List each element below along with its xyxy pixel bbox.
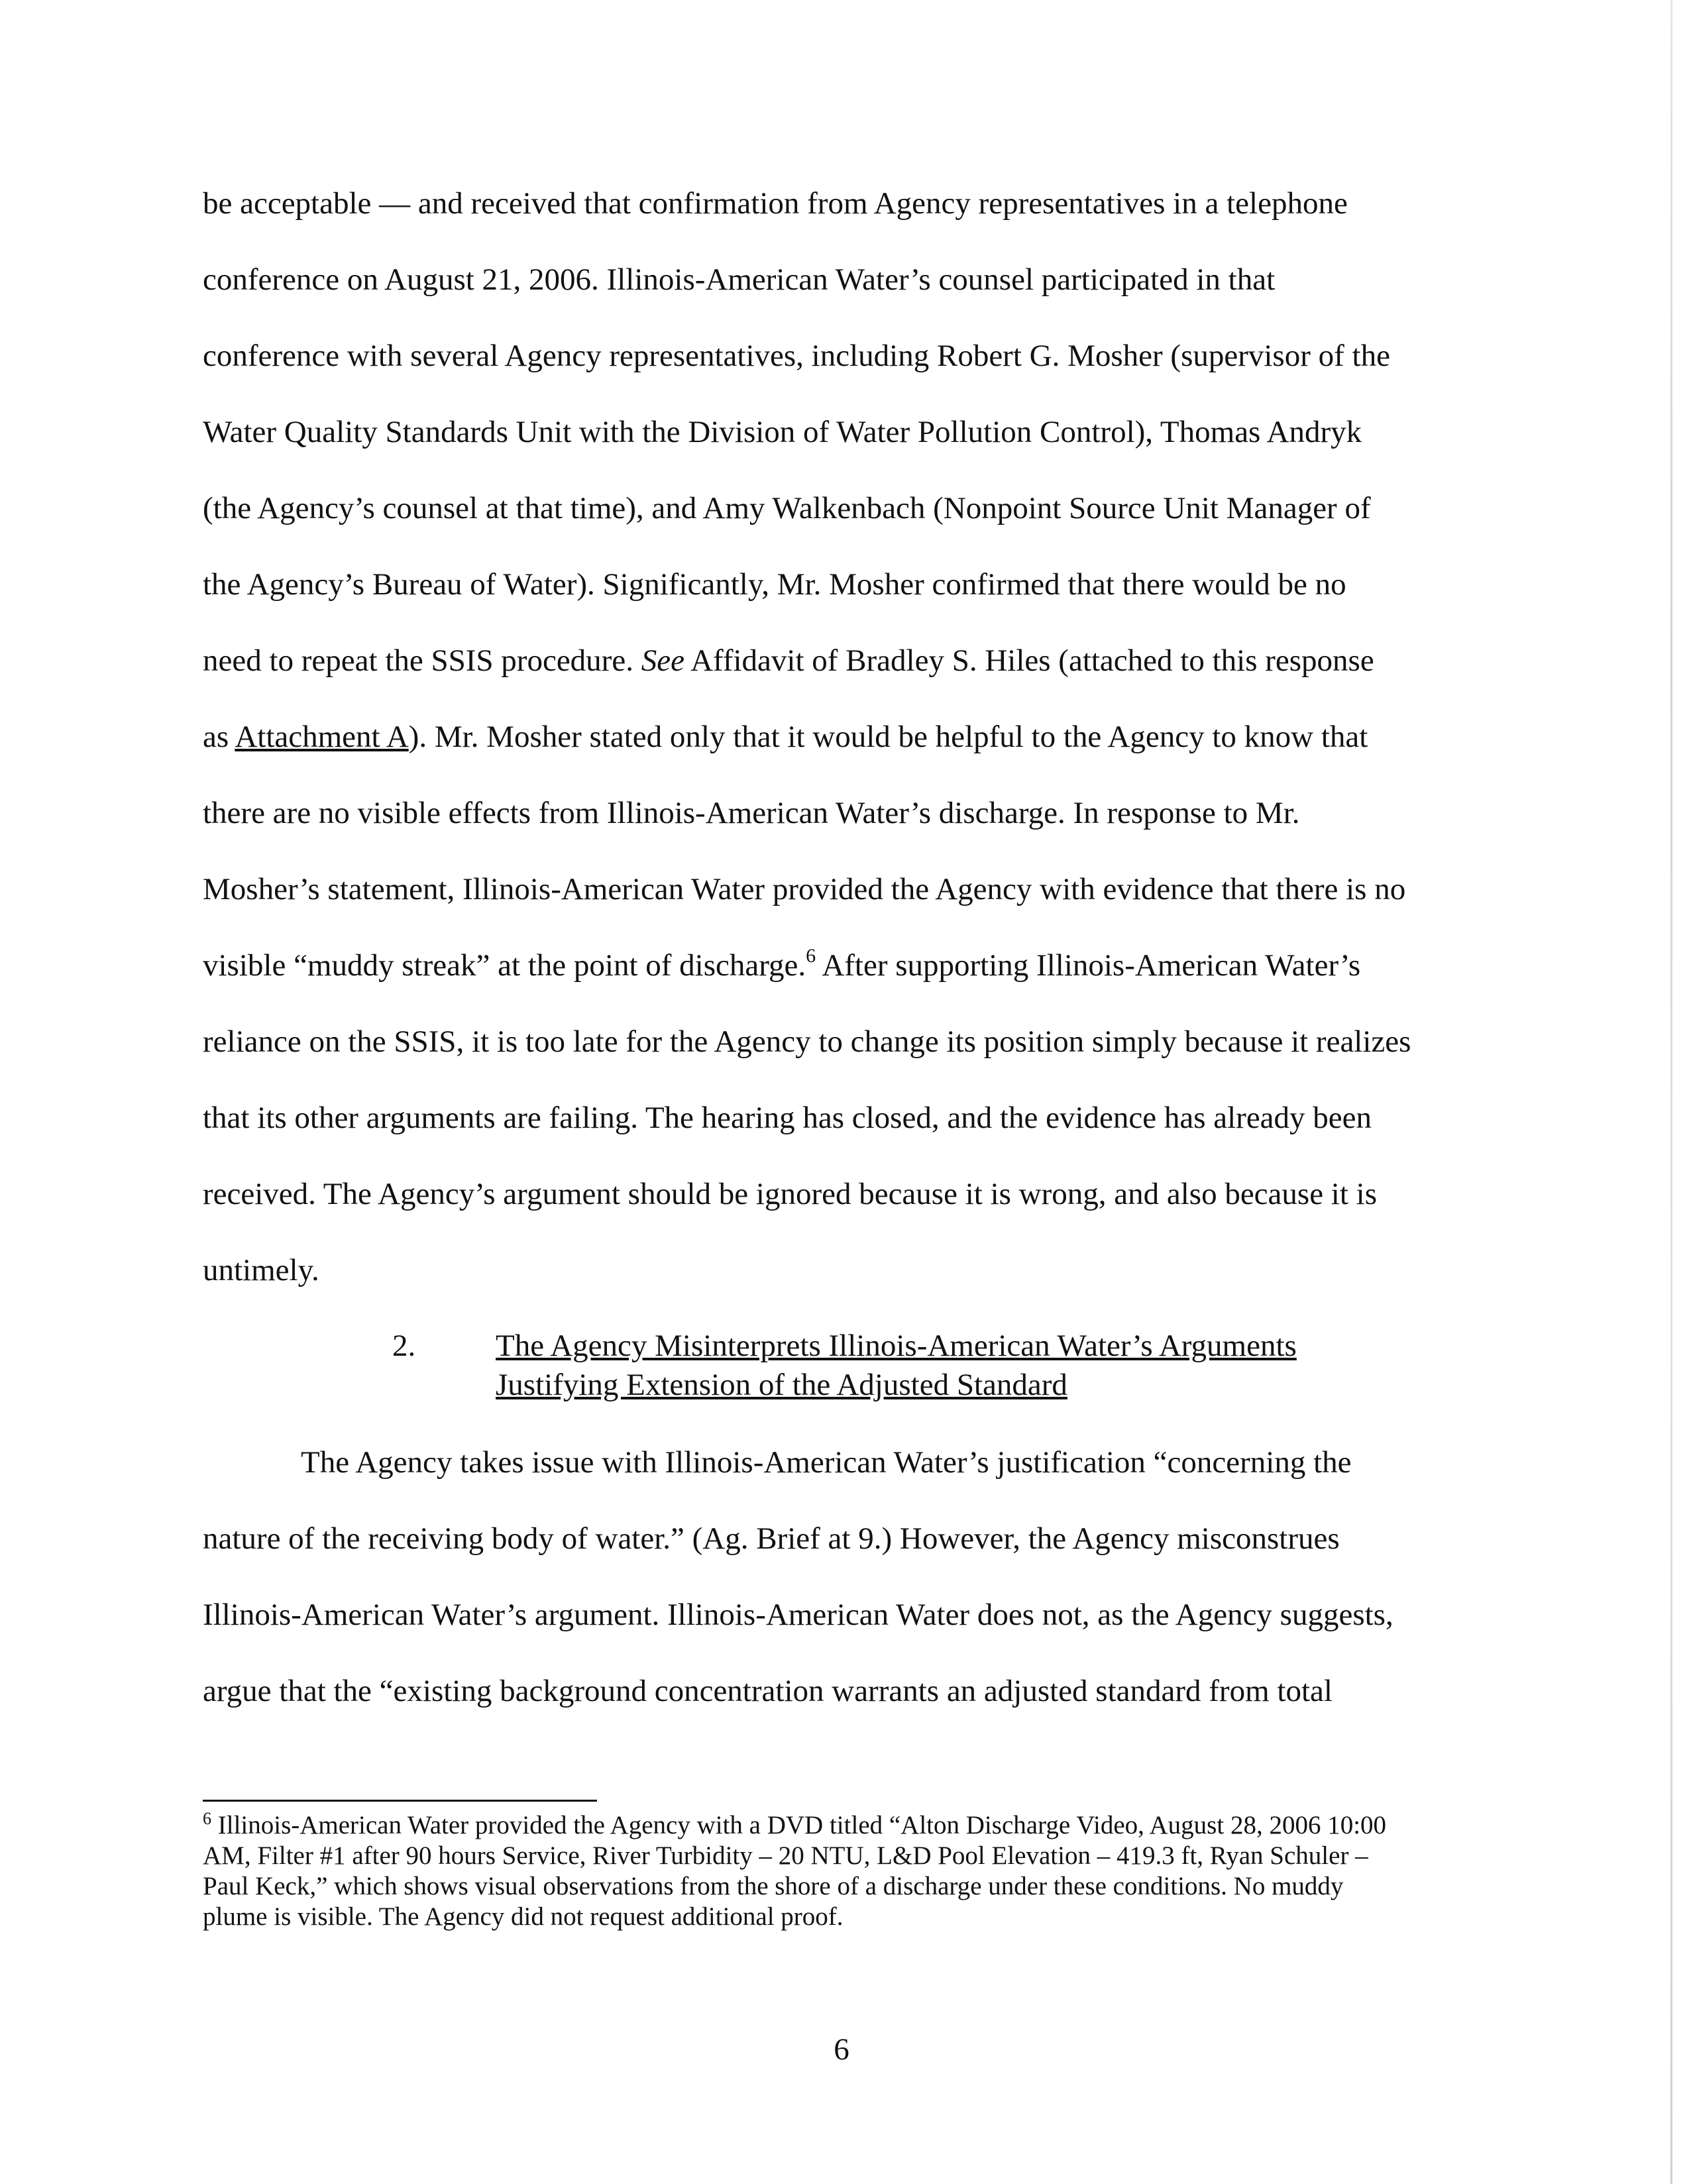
text-line: nature of the receiving body of water.” (Ag. Brief at 9.) However, the Agency misconstrues (203, 1521, 1340, 1556)
text-line: be acceptable — and received that confirmation from Agency representatives in a telephone (203, 186, 1348, 221)
text-line: The Agency takes issue with Illinois-American Water’s justification “concerning the (301, 1445, 1352, 1480)
text-line: reliance on the SSIS, it is too late for the Agency to change its position simply because it realizes (203, 1024, 1411, 1059)
text-run: ). Mr. Mosher stated only that it would be helpful to the Agency to know that (408, 720, 1368, 754)
text-line: Mosher’s statement, Illinois-American Water provided the Agency with evidence that there is no (203, 872, 1406, 906)
text-line: there are no visible effects from Illinois-American Water’s discharge. In response to Mr. (203, 796, 1300, 830)
footnote-mark: 6 (203, 1809, 211, 1828)
text-run: Affidavit of Bradley S. Hiles (attached to this response (684, 643, 1374, 678)
section-title-line: Justifying Extension of the Adjusted Standard (496, 1368, 1067, 1402)
text-line: conference with several Agency representatives, including Robert G. Mosher (supervisor of the (203, 339, 1390, 373)
footnote-reference: 6 (806, 945, 816, 967)
section-number: 2. (392, 1329, 416, 1363)
footnote-6 (203, 1810, 1495, 1932)
text-line: argue that the “existing background concentration warrants an adjusted standard from total (203, 1674, 1333, 1708)
see-signal-italic: See (641, 643, 684, 678)
page-number: 6 (834, 2032, 849, 2067)
text-line (203, 928, 1495, 1004)
scan-edge-shadow (1670, 0, 1672, 2184)
text-line: the Agency’s Bureau of Water). Significantly, Mr. Mosher confirmed that there would be no (203, 567, 1346, 602)
text-run: After supporting Illinois-American Water’s (816, 948, 1361, 983)
text-line (203, 699, 1495, 775)
text-run: as (203, 720, 235, 754)
footnote-line (203, 1810, 1495, 1841)
text-line: untimely. (203, 1253, 319, 1287)
text-line: Water Quality Standards Unit with the Division of Water Pollution Control), Thomas Andryk (203, 415, 1362, 449)
text-line (203, 623, 1495, 699)
attachment-a-reference: Attachment A (235, 720, 409, 754)
footnote-line: Paul Keck,” which shows visual observations from the shore of a discharge under these conditions. No muddy (203, 1872, 1344, 1900)
text-line: Illinois-American Water’s argument. Illinois-American Water does not, as the Agency suggests, (203, 1598, 1393, 1632)
footnote-separator (203, 1800, 597, 1802)
footnote-line: AM, Filter #1 after 90 hours Service, River Turbidity – 20 NTU, L&D Pool Elevation – 419.3 ft, Ryan Schuler – (203, 1841, 1368, 1870)
text-line: received. The Agency’s argument should be ignored because it is wrong, and also because it is (203, 1177, 1378, 1211)
text-run: Illinois-American Water provided the Agency with a DVD titled “Alton Discharge Video, August 28, 2006 10:00 (211, 1811, 1387, 1839)
text-line: (the Agency’s counsel at that time), and Amy Walkenbach (Nonpoint Source Unit Manager of (203, 491, 1371, 525)
paragraph-receiving-body (203, 1425, 1495, 1729)
text-line: conference on August 21, 2006. Illinois-American Water’s counsel participated in that (203, 262, 1276, 297)
paragraph-reliance-on-ssis (203, 166, 1495, 1309)
section-title-line: The Agency Misinterprets Illinois-American Water’s Arguments (496, 1329, 1297, 1363)
text-line: that its other arguments are failing. The hearing has closed, and the evidence has already been (203, 1101, 1372, 1135)
footnote-line: plume is visible. The Agency did not request additional proof. (203, 1902, 844, 1931)
text-run: need to repeat the SSIS procedure. (203, 643, 641, 678)
section-title (496, 1327, 1297, 1405)
text-run: visible “muddy streak” at the point of discharge. (203, 948, 806, 983)
